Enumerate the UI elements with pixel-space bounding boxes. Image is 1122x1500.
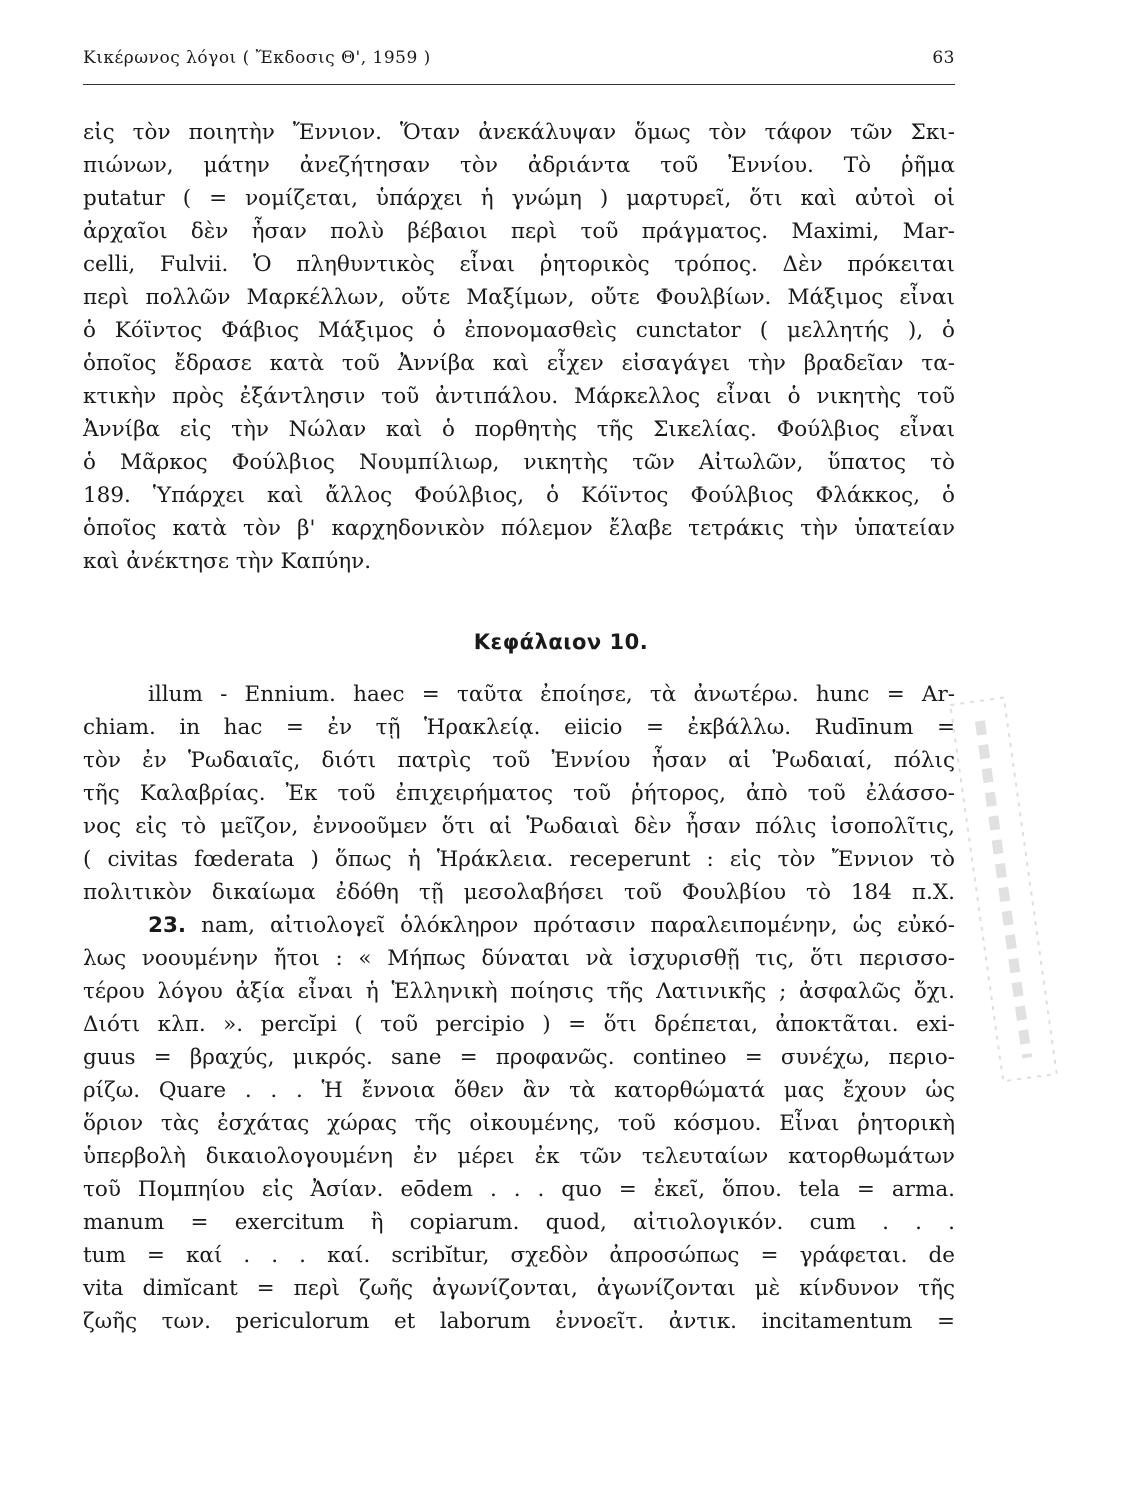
text-line: ὁποῖος ἔδρασε κατὰ τοῦ Ἀννίβα καὶ εἶχεν εἰσαγάγει τὴν βραδεῖαν τα- [83, 351, 955, 376]
text-line: εἰς τὸν ποιητὴν Ἔννιον. Ὅταν ἀνεκάλυψαν ὅμως τὸν τάφον τῶν Σκι- [83, 120, 955, 145]
chapter-10-body [83, 678, 955, 1338]
page-header [83, 40, 955, 85]
text-line: tum = καί . . . καί. scribĭtur, σχεδὸν ἀπροσώπως = γράφεται. de [83, 1243, 955, 1268]
stamp-icon [941, 686, 1066, 1092]
text-line: Διότι κλπ. ». percĭpi ( τοῦ percipio ) = ὅτι δρέπεται, ἀποκτᾶται. exi- [83, 1012, 955, 1037]
text-line: putatur ( = νομίζεται, ὑπάρχει ἡ γνώμη ) μαρτυρεῖ, ὅτι καὶ αὐτοὶ οἱ [83, 186, 955, 211]
text-line: ( civitas fœderata ) ὅπως ἡ Ἡράκλεια. receperunt : εἰς τὸν Ἔννιον τὸ [83, 847, 955, 872]
text-line: λως νοουμένην ἤτοι : « Μήπως δύναται νὰ ἰσχυρισθῇ τις, ὅτι περισσο- [83, 946, 955, 971]
intro-paragraph [83, 116, 955, 578]
text-line: 189. Ὑπάρχει καὶ ἄλλος Φούλβιος, ὁ Κόϊντος Φούλβιος Φλάκκος, ὁ [83, 483, 955, 508]
text-line: περὶ πολλῶν Μαρκέλλων, οὔτε Μαξίμων, οὔτε Φουλβίων. Μάξιμος εἶναι [83, 285, 955, 310]
text-line: ζωῆς των. periculorum et laborum ἐννοεῖτ. ἀντικ. incitamentum = [83, 1309, 955, 1334]
text-line: ὁ Μᾶρκος Φούλβιος Νουμπίλιωρ, νικητὴς τῶν Αἰτωλῶν, ὕπατος τὸ [83, 450, 955, 475]
text-line: ὅριον τὰς ἐσχάτας χώρας τῆς οἰκουμένης, τοῦ κόσμου. Εἶναι ῥητορικὴ [83, 1111, 955, 1136]
text-line: τῆς Καλαβρίας. Ἐκ τοῦ ἐπιχειρήματος τοῦ ῥήτορος, ἀπὸ τοῦ ἐλάσσο- [83, 781, 955, 806]
text-line: manum = exercitum ἢ copiarum. quod, αἰτιολογικόν. cum . . . [83, 1210, 955, 1235]
page-number: 63 [932, 48, 955, 68]
text-line: ὑπερβολὴ δικαιολογουμένη ἐν μέρει ἐκ τῶν τελευταίων κατορθωμάτων [83, 1144, 955, 1169]
text-line: ἀρχαῖοι δὲν ἦσαν πολὺ βέβαιοι περὶ τοῦ πράγματος. Maximi, Mar- [83, 219, 955, 244]
text-line: πιώνων, μάτην ἀνεζήτησαν τὸν ἀδριάντα τοῦ Ἐννίου. Τὸ ῥῆμα [83, 153, 955, 178]
text-line: vita dimĭcant = περὶ ζωῆς ἀγωνίζονται, ἀγωνίζονται μὲ κίνδυνον τῆς [83, 1276, 955, 1301]
chapter-heading: Κεφάλαιον 10. [473, 630, 649, 654]
text-line: ὁποῖος κατὰ τὸν β' καρχηδονικὸν πόλεμον ἔλαβε τετράκις τὴν ὑπατείαν [83, 516, 955, 541]
section-number: 23. [148, 913, 187, 938]
text-line: τὸν ἐν Ῥωδαιαῖς, διότι πατρὶς τοῦ Ἐννίου ἦσαν αἱ Ῥωδαιαί, πόλις [83, 748, 955, 773]
text-line: κτικὴν πρὸς ἐξάντλησιν τοῦ ἀντιπάλου. Μάρκελλος εἶναι ὁ νικητὴς τοῦ [83, 384, 955, 409]
running-title: Κικέρωνος λόγοι ( Ἔκδοσις Θ', 1959 ) [83, 48, 431, 68]
text-line: νος εἰς τὸ μεῖζον, ἐννοοῦμεν ὅτι αἱ Ῥωδαιαὶ δὲν ἦσαν πόλις ἰσοπολῖτις, [83, 814, 955, 839]
section-23-first-line [83, 909, 955, 942]
text-segment: nam, αἰτιολογεῖ ὁλόκληρον πρότασιν παραλειπομένην, ὡς εὐκό- [201, 913, 955, 938]
text-line: τέρου λόγου ἀξία εἶναι ἡ Ἑλληνικὴ ποίησις τῆς Λατινικῆς ; ἀσφαλῶς ὄχι. [83, 979, 955, 1004]
text-line: ὁ Κόϊντος Φάβιος Μάξιμος ὁ ἐπονομασθεὶς cunctator ( μελλητής ), ὁ [83, 318, 955, 343]
text-line: guus = βραχύς, μικρός. sane = προφανῶς. contineo = συνέχω, περιο- [83, 1045, 955, 1070]
text-line: ρίζω. Quare . . . Ἡ ἔννοια ὅθεν ἂν τὰ κατορθώματά μας ἔχουν ὡς [83, 1078, 955, 1103]
text-line: καὶ ἀνέκτησε τὴν Καπύην. [83, 549, 372, 574]
text-line: chiam. in hac = ἐν τῇ Ἡρακλείᾳ. eiicio = ἐκβάλλω. Rudīnum = [83, 715, 955, 740]
text-line: πολιτικὸν δικαίωμα ἐδόθη τῇ μεσολαβήσει τοῦ Φουλβίου τὸ 184 π.Χ. [83, 880, 955, 905]
text-line: τοῦ Πομπηίου εἰς Ἀσίαν. eōdem . . . quo = ἐκεῖ, ὅπου. tela = arma. [83, 1177, 955, 1202]
text-line: illum - Ennium. haec = ταῦτα ἐποίησε, τὰ ἀνωτέρω. hunc = Ar- [148, 682, 955, 707]
text-line: Ἀννίβα εἰς τὴν Νώλαν καὶ ὁ πορθητὴς τῆς Σικελίας. Φούλβιος εἶναι [83, 417, 955, 442]
text-line: celli, Fulvii. Ὁ πληθυντικὸς εἶναι ῥητορικὸς τρόπος. Δὲν πρόκειται [83, 252, 955, 277]
